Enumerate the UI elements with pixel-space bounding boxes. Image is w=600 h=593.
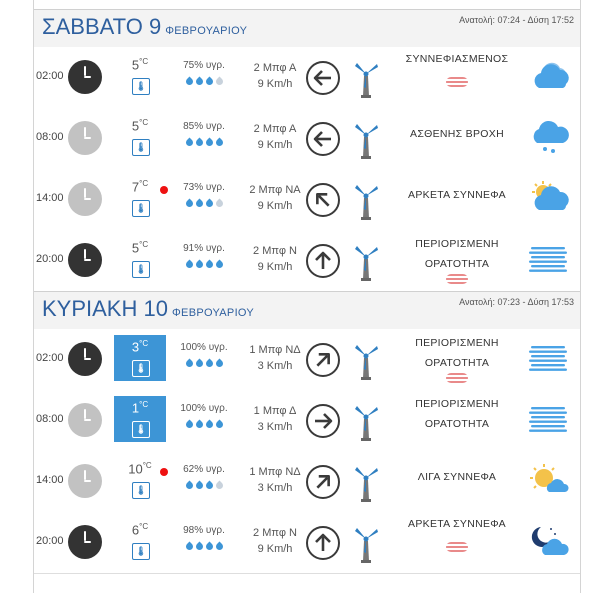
temperature-unit: °C <box>139 179 149 188</box>
forecast-row <box>34 512 580 574</box>
wind-beaufort: 2 Μπφ Ν <box>253 245 297 257</box>
humidity-drop-icon <box>194 199 204 209</box>
humidity: 85% υγρ. <box>183 121 225 132</box>
thermometer-person-icon: 🌡 <box>132 139 150 156</box>
thermometer-person-icon: 🌡 <box>132 261 150 278</box>
day-header <box>34 291 580 331</box>
humidity-drop-icon <box>184 77 194 87</box>
light-rain-icon <box>527 119 571 160</box>
temperature-value: 5 <box>131 57 140 73</box>
humidity-drops <box>176 261 232 268</box>
condition-line1: ΠΕΡΙΟΡΙΣΜΕΝΗ <box>415 238 499 250</box>
clock-night-icon <box>68 342 102 376</box>
temperature-value: 5 <box>131 118 140 134</box>
forecast-time: 08:00 <box>36 131 64 143</box>
condition <box>399 467 515 487</box>
humidity-drop-icon <box>194 260 204 270</box>
wind-speed: 9 Km/h <box>257 78 293 90</box>
wind <box>239 182 311 214</box>
condition <box>399 185 515 205</box>
humidity-drops <box>176 139 232 146</box>
thermometer-person-icon: 🌡 <box>132 200 150 217</box>
temperature <box>132 118 148 133</box>
forecast-row <box>34 329 580 391</box>
wind-beaufort: 2 Μπφ ΝΑ <box>249 184 301 196</box>
condition-line1: ΣΥΝΝΕΦΙΑΣΜΕΝΟΣ <box>405 53 509 65</box>
temperature-box <box>114 518 166 564</box>
clock-night-icon <box>68 60 102 94</box>
sunrise-sunset: Ανατολή: 07:24 - Δύση 17:52 <box>459 15 574 25</box>
arrow-right-icon <box>306 404 340 438</box>
humidity: 100% υγρ. <box>180 342 228 353</box>
condition-line2: ΟΡΑΤΟΤΗΤΑ <box>424 357 490 369</box>
wind-turbine-icon <box>352 462 380 507</box>
temperature <box>132 339 148 354</box>
arrow-left-icon <box>306 61 340 95</box>
thermometer-person-icon: 🌡 <box>132 360 150 377</box>
wind-turbine-icon <box>352 340 380 385</box>
fog-icon <box>527 401 571 442</box>
condition-line2: ΟΡΑΤΟΤΗΤΑ <box>424 418 490 430</box>
condition <box>399 234 515 274</box>
humidity-drop-icon <box>184 420 194 430</box>
date: 9 <box>148 14 162 39</box>
humidity: 98% υγρ. <box>183 525 225 536</box>
month: ΦΕΒΡΟΥΑΡΙΟΥ <box>165 25 248 37</box>
humidity-drop-icon <box>194 138 204 148</box>
condition-line2: ΟΡΑΤΟΤΗΤΑ <box>424 258 490 270</box>
humidity: 62% υγρ. <box>183 464 225 475</box>
day-header <box>34 9 580 49</box>
wind-speed: 3 Km/h <box>257 482 293 494</box>
temperature <box>132 57 148 72</box>
cloudy-icon <box>527 58 571 99</box>
wind-speed: 3 Km/h <box>257 360 293 372</box>
warning-dot-icon <box>160 186 168 194</box>
humidity-drops <box>176 482 232 489</box>
wind-turbine-icon <box>352 180 380 225</box>
temperature-value: 3 <box>131 339 140 355</box>
temperature-box <box>114 335 166 381</box>
temperature <box>132 240 148 255</box>
temperature <box>132 179 148 194</box>
wind-turbine-icon <box>352 241 380 286</box>
temperature <box>128 461 151 476</box>
weekday: ΣΑΒΒΑΤΟ <box>42 14 143 39</box>
condition-line1: ΑΡΚΕΤΑ ΣΥΝΝΕΦΑ <box>408 518 506 530</box>
temperature-unit: °C <box>139 400 149 409</box>
humidity: 75% υγρ. <box>183 60 225 71</box>
wind-turbine-icon <box>352 401 380 446</box>
wind <box>239 60 311 92</box>
temperature-box <box>114 114 166 160</box>
humidity-drop-icon <box>214 542 224 552</box>
condition-line1: ΑΡΚΕΤΑ ΣΥΝΝΕΦΑ <box>408 189 506 201</box>
arrow-left-icon <box>306 122 340 156</box>
wind <box>239 243 311 275</box>
forecast-row <box>34 451 580 513</box>
temperature-unit: °C <box>142 461 152 470</box>
thermometer-person-icon: 🌡 <box>132 543 150 560</box>
arrow-up-right-icon <box>306 465 340 499</box>
wind-speed: 3 Km/h <box>257 421 293 433</box>
temperature-value: 1 <box>131 400 140 416</box>
wind-turbine-icon <box>352 119 380 164</box>
rain-hint-icon <box>446 77 468 87</box>
condition-line1: ΠΕΡΙΟΡΙΣΜΕΝΗ <box>415 337 499 349</box>
humidity-drop-icon <box>204 542 214 552</box>
clock-day-icon <box>68 121 102 155</box>
forecast-row <box>34 47 580 109</box>
clock-night-icon <box>68 525 102 559</box>
wind-beaufort: 1 Μπφ ΝΔ <box>249 344 301 356</box>
temperature-value: 5 <box>131 240 140 256</box>
forecast-time: 20:00 <box>36 253 64 265</box>
clock-day-icon <box>68 403 102 437</box>
forecast-time: 08:00 <box>36 413 64 425</box>
month: ΦΕΒΡΟΥΑΡΙΟΥ <box>171 307 255 319</box>
temperature-unit: °C <box>139 57 149 66</box>
humidity-drop-icon <box>194 542 204 552</box>
wind <box>239 403 311 435</box>
condition-line1: ΑΣΘΕΝΗΣ ΒΡΟΧΗ <box>410 128 504 140</box>
humidity-drop-icon <box>214 138 224 148</box>
wind-speed: 9 Km/h <box>257 261 293 273</box>
forecast-row <box>34 390 580 452</box>
humidity-drops <box>176 200 232 207</box>
forecast-time: 14:00 <box>36 474 64 486</box>
humidity-drop-icon <box>184 542 194 552</box>
humidity: 73% υγρ. <box>183 182 225 193</box>
thermometer-person-icon: 🌡 <box>132 482 150 499</box>
temperature-value: 10 <box>128 461 143 477</box>
clock-night-icon <box>68 243 102 277</box>
fog-icon <box>527 340 571 381</box>
arrow-up-icon <box>306 244 340 278</box>
wind-speed: 9 Km/h <box>257 543 293 555</box>
humidity-drop-icon <box>204 199 214 209</box>
wind <box>239 525 311 557</box>
warning-dot-icon <box>160 468 168 476</box>
humidity-drops <box>176 360 232 367</box>
condition-line1: ΛΙΓΑ ΣΥΝΝΕΦΑ <box>417 471 497 483</box>
forecast-time: 02:00 <box>36 70 64 82</box>
sunrise-sunset: Ανατολή: 07:23 - Δύση 17:53 <box>459 297 574 307</box>
humidity-drop-icon <box>204 77 214 87</box>
humidity-drop-icon <box>184 199 194 209</box>
humidity: 100% υγρ. <box>180 403 228 414</box>
humidity-drop-icon <box>184 260 194 270</box>
humidity-drop-icon <box>204 481 214 491</box>
temperature-unit: °C <box>139 240 149 249</box>
forecast-time: 20:00 <box>36 535 64 547</box>
wind-speed: 9 Km/h <box>257 139 293 151</box>
rain-hint-icon <box>446 373 468 383</box>
temperature-unit: °C <box>139 522 149 531</box>
wind <box>239 121 311 153</box>
humidity-drop-icon <box>204 260 214 270</box>
temperature <box>132 400 148 415</box>
arrow-up-left-icon <box>306 183 340 217</box>
forecast-row <box>34 230 580 292</box>
humidity-drop-icon <box>184 359 194 369</box>
partly-sunny-icon <box>527 180 571 221</box>
temperature-unit: °C <box>139 118 149 127</box>
humidity-drop-icon <box>204 138 214 148</box>
forecast-panel <box>33 0 581 593</box>
humidity-drop-icon <box>214 481 224 491</box>
humidity-drop-icon <box>194 359 204 369</box>
wind-beaufort: 1 Μπφ Δ <box>253 405 297 417</box>
fog-icon <box>527 241 571 282</box>
temperature-unit: °C <box>139 339 149 348</box>
condition-line1: ΠΕΡΙΟΡΙΣΜΕΝΗ <box>415 398 499 410</box>
wind <box>239 464 311 496</box>
temperature-box <box>114 175 166 221</box>
clock-day-icon <box>68 464 102 498</box>
wind-beaufort: 2 Μπφ Α <box>253 123 297 135</box>
day-title <box>42 14 247 40</box>
humidity-drop-icon <box>194 77 204 87</box>
date: 10 <box>143 296 168 321</box>
thermometer-person-icon: 🌡 <box>132 78 150 95</box>
condition <box>399 49 515 69</box>
temperature-box <box>114 457 166 503</box>
thermometer-person-icon: 🌡 <box>132 421 150 438</box>
rain-hint-icon <box>446 542 468 552</box>
forecast-row <box>34 169 580 231</box>
humidity-drop-icon <box>194 481 204 491</box>
arrow-up-right-icon <box>306 343 340 377</box>
arrow-up-icon <box>306 526 340 560</box>
humidity-drop-icon <box>214 260 224 270</box>
forecast-time: 02:00 <box>36 352 64 364</box>
humidity-drop-icon <box>214 199 224 209</box>
temperature-value: 6 <box>131 522 140 538</box>
humidity-drop-icon <box>214 420 224 430</box>
humidity-drops <box>176 543 232 550</box>
humidity-drop-icon <box>204 420 214 430</box>
condition <box>399 124 515 144</box>
condition <box>399 333 515 373</box>
condition <box>399 514 515 534</box>
wind-speed: 9 Km/h <box>257 200 293 212</box>
condition <box>399 394 515 434</box>
moon-clouds-icon <box>527 523 571 564</box>
humidity-drop-icon <box>184 481 194 491</box>
temperature-value: 7 <box>131 179 140 195</box>
temperature <box>132 522 148 537</box>
rain-hint-icon <box>446 274 468 284</box>
temperature-box <box>114 236 166 282</box>
humidity-drop-icon <box>184 138 194 148</box>
forecast-row <box>34 108 580 170</box>
humidity-drop-icon <box>204 359 214 369</box>
humidity-drop-icon <box>194 420 204 430</box>
humidity-drops <box>176 78 232 85</box>
weekday: ΚΥΡΙΑΚΗ <box>42 296 138 321</box>
temperature-box <box>114 396 166 442</box>
wind-beaufort: 2 Μπφ Α <box>253 62 297 74</box>
sun-few-clouds-icon <box>527 462 571 503</box>
wind-turbine-icon <box>352 58 380 103</box>
humidity-drop-icon <box>214 359 224 369</box>
humidity-drops <box>176 421 232 428</box>
temperature-box <box>114 53 166 99</box>
humidity-drop-icon <box>214 77 224 87</box>
forecast-time: 14:00 <box>36 192 64 204</box>
wind-turbine-icon <box>352 523 380 568</box>
clock-day-icon <box>68 182 102 216</box>
humidity: 91% υγρ. <box>183 243 225 254</box>
wind <box>239 342 311 374</box>
day-title <box>42 296 254 322</box>
wind-beaufort: 2 Μπφ Ν <box>253 527 297 539</box>
wind-beaufort: 1 Μπφ ΝΔ <box>249 466 301 478</box>
